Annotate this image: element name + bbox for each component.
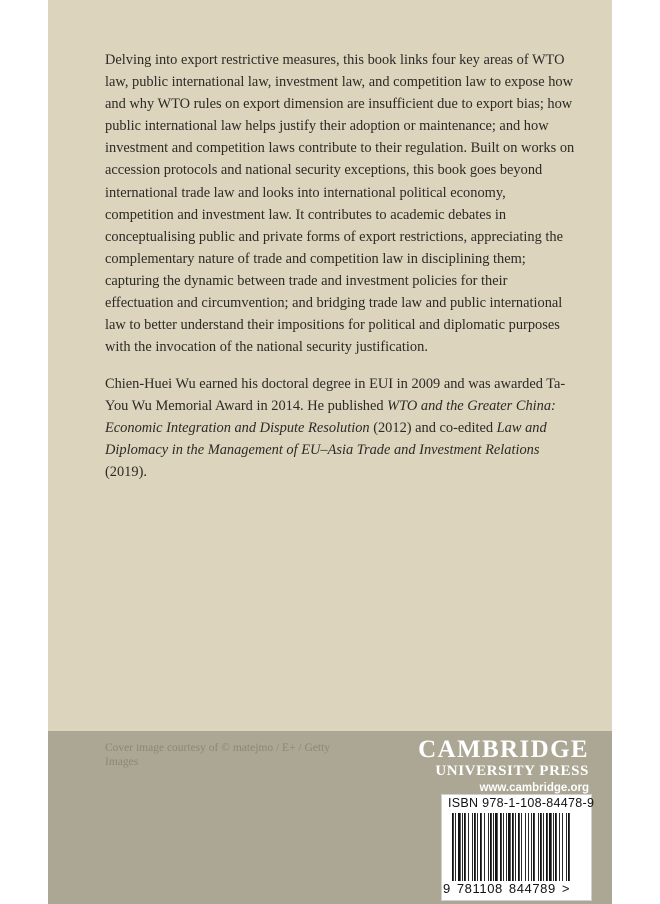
bio-text-3: (2019).	[105, 464, 147, 481]
barcode-box	[441, 794, 595, 901]
publisher-subtitle: UNIVERSITY PRESS	[435, 763, 589, 779]
back-cover	[48, 0, 612, 904]
barcode-icon	[452, 813, 581, 881]
barcode-digit-first: 9	[443, 881, 451, 896]
book-blurb: Delving into export restrictive measures, this book links four key areas of WTO law, public international law, investment law, and competition law to expose how and why WTO rules on export dimension are insufficient due to export bias; how public international law helps justify their adoption or maintenance; and how investment and competition laws contribute to their regulation. Built on works on accession protocols and national security exceptions, this book goes beyond international trade law and looks into international political economy, competition and investment law. It contributes to academic debates in conceptualising public and private forms of export restrictions, appreciating the complementary nature of trade and competition law in disciplining them; capturing the dynamic between trade and investment policies for their effectuation and circumvention; and bridging trade law and public international law to better understand their impositions for political and diplomatic purposes with the invocation of the national security justification.	[105, 52, 575, 356]
isbn-label: ISBN 978-1-108-84478-9	[448, 796, 595, 810]
publisher-name: CAMBRIDGE	[418, 736, 589, 763]
publisher-url: www.cambridge.org	[479, 782, 589, 794]
barcode-end-mark: >	[561, 881, 571, 896]
barcode-number	[443, 881, 576, 896]
image-credit: Cover image courtesy of © matejmo / E+ / Getty Images	[105, 742, 331, 768]
book-title-2: Law and Diplomacy in the Management of EU–Asia Trade and Investment Relations	[105, 420, 547, 459]
author-bio	[105, 373, 577, 483]
bio-text-2: (2012) and co-edited	[369, 420, 497, 437]
barcode-group-2: 844789	[508, 881, 556, 896]
barcode-group-1: 781108	[456, 881, 503, 896]
publisher-logo	[418, 737, 589, 796]
bio-text-1: Chien-Huei Wu earned his doctoral degree in EUI in 2009 and was awarded Ta-You Wu Memorial Award in 2014. He published	[105, 376, 566, 415]
book-title-1: WTO and the Greater China: Economic Integration and Dispute Resolution	[105, 398, 556, 437]
cover-footer	[48, 731, 612, 904]
